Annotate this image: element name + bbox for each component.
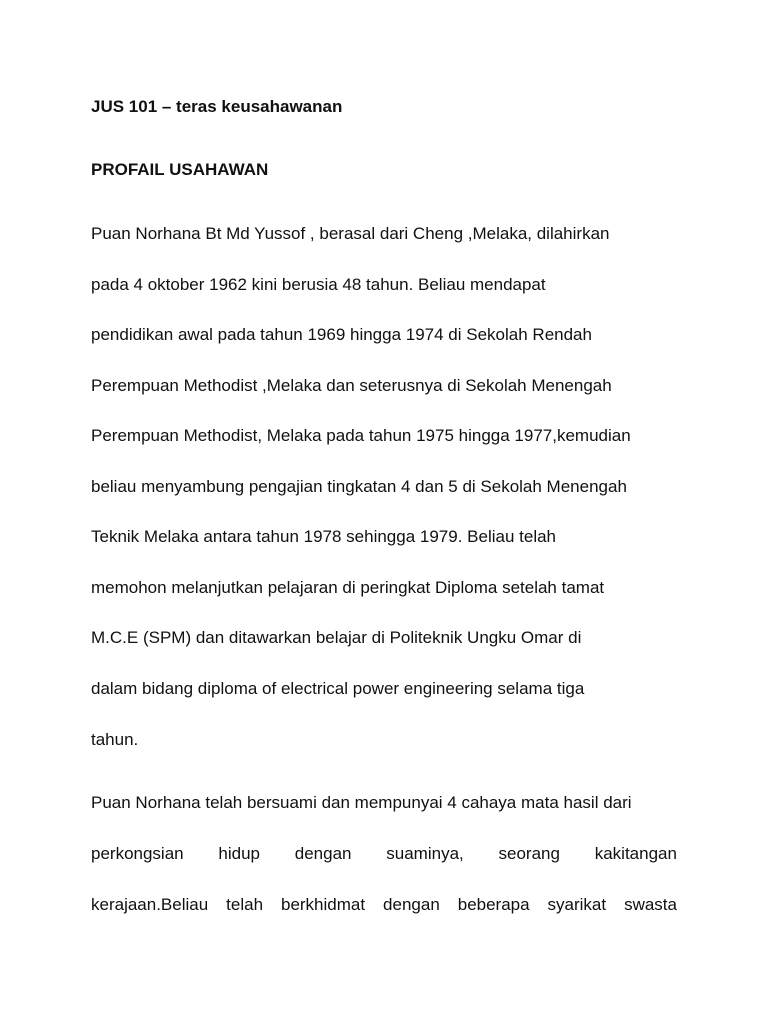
section-title: PROFAIL USAHAWAN (91, 160, 269, 179)
paragraph-line: M.C.E (SPM) dan ditawarkan belajar di Politeknik Ungku Omar di (91, 628, 582, 647)
paragraph-line: Puan Norhana telah bersuami dan mempunyai 4 cahaya mata hasil dari (91, 793, 632, 812)
justified-line (91, 842, 677, 866)
paragraph-line: Teknik Melaka antara tahun 1978 sehingga 1979. Beliau telah (91, 527, 557, 546)
word: seorang (498, 844, 560, 863)
word: suaminya, (386, 844, 464, 863)
paragraph-line: memohon melanjutkan pelajaran di peringkat Diploma setelah tamat (91, 578, 605, 597)
word: kakitangan (594, 844, 677, 863)
word: kerajaan.Beliau (91, 895, 209, 914)
paragraph-line: Perempuan Methodist ,Melaka dan seterusnya di Sekolah Menengah (91, 376, 612, 395)
paragraph-line: dalam bidang diploma of electrical power engineering selama tiga (91, 679, 585, 698)
paragraph-line: pada 4 oktober 1962 kini berusia 48 tahun. Beliau mendapat (91, 275, 546, 294)
word: telah (226, 895, 264, 914)
word: syarikat (547, 895, 607, 914)
word: beberapa (457, 895, 530, 914)
word: hidup (218, 844, 260, 863)
paragraph-line: Perempuan Methodist, Melaka pada tahun 1975 hingga 1977,kemudian (91, 426, 631, 445)
word: berkhidmat (280, 895, 366, 914)
word: dengan (383, 895, 440, 914)
paragraph-line: tahun. (91, 730, 139, 749)
paragraph-line: pendidikan awal pada tahun 1969 hingga 1974 di Sekolah Rendah (91, 325, 592, 344)
paragraph-line: Puan Norhana Bt Md Yussof , berasal dari Cheng ,Melaka, dilahirkan (91, 224, 610, 243)
word: perkongsian (91, 844, 184, 863)
word: swasta (624, 895, 677, 914)
word: dengan (294, 844, 352, 863)
justified-line (91, 893, 677, 917)
paragraph-line: beliau menyambung pengajian tingkatan 4 dan 5 di Sekolah Menengah (91, 477, 627, 496)
course-title: JUS 101 – teras keusahawanan (91, 97, 343, 116)
